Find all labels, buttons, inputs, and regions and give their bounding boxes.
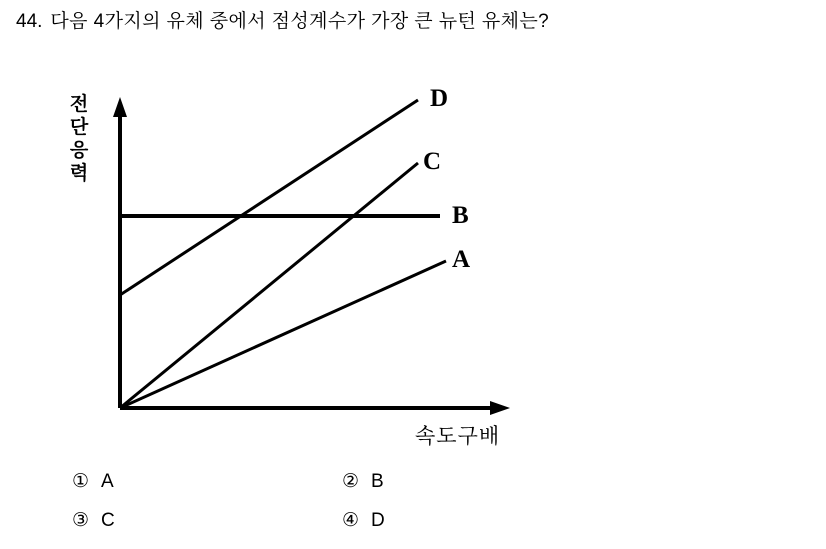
- curve-label-b: B: [452, 202, 469, 229]
- option-2-marker: ②: [342, 471, 360, 492]
- option-3-label: C: [101, 509, 115, 531]
- option-4[interactable]: [342, 509, 385, 532]
- figure-shear-stress-diagram: [0, 75, 826, 455]
- option-1[interactable]: [72, 470, 342, 493]
- option-3[interactable]: [72, 509, 342, 532]
- x-axis-arrow: [490, 401, 510, 415]
- option-1-marker: ①: [72, 471, 90, 492]
- y-axis-arrow: [113, 97, 127, 117]
- option-4-label: D: [371, 509, 385, 531]
- curve-label-c: C: [423, 148, 442, 175]
- curve-label-d: D: [430, 85, 449, 112]
- x-axis-label: 속도구배: [415, 425, 501, 448]
- curve-d: [120, 100, 418, 295]
- question-text: 다음 4가지의 유체 중에서 점성계수가 가장 큰 뉴턴 유체는?: [50, 11, 550, 32]
- options-block: [0, 470, 826, 548]
- option-3-marker: ③: [72, 510, 90, 531]
- option-2-label: B: [371, 470, 384, 492]
- curve-a: [120, 261, 446, 408]
- options-row-1: [0, 470, 826, 493]
- y-axis-label: 전단응력: [69, 94, 89, 184]
- curve-label-a: A: [452, 246, 471, 273]
- option-2[interactable]: [342, 470, 384, 493]
- chart-svg: [0, 75, 826, 455]
- options-row-2: [0, 509, 826, 532]
- curve-c: [120, 163, 418, 408]
- option-4-marker: ④: [342, 510, 360, 531]
- question-block: [16, 8, 806, 35]
- option-1-label: A: [101, 470, 114, 492]
- question-number: 44.: [16, 11, 43, 32]
